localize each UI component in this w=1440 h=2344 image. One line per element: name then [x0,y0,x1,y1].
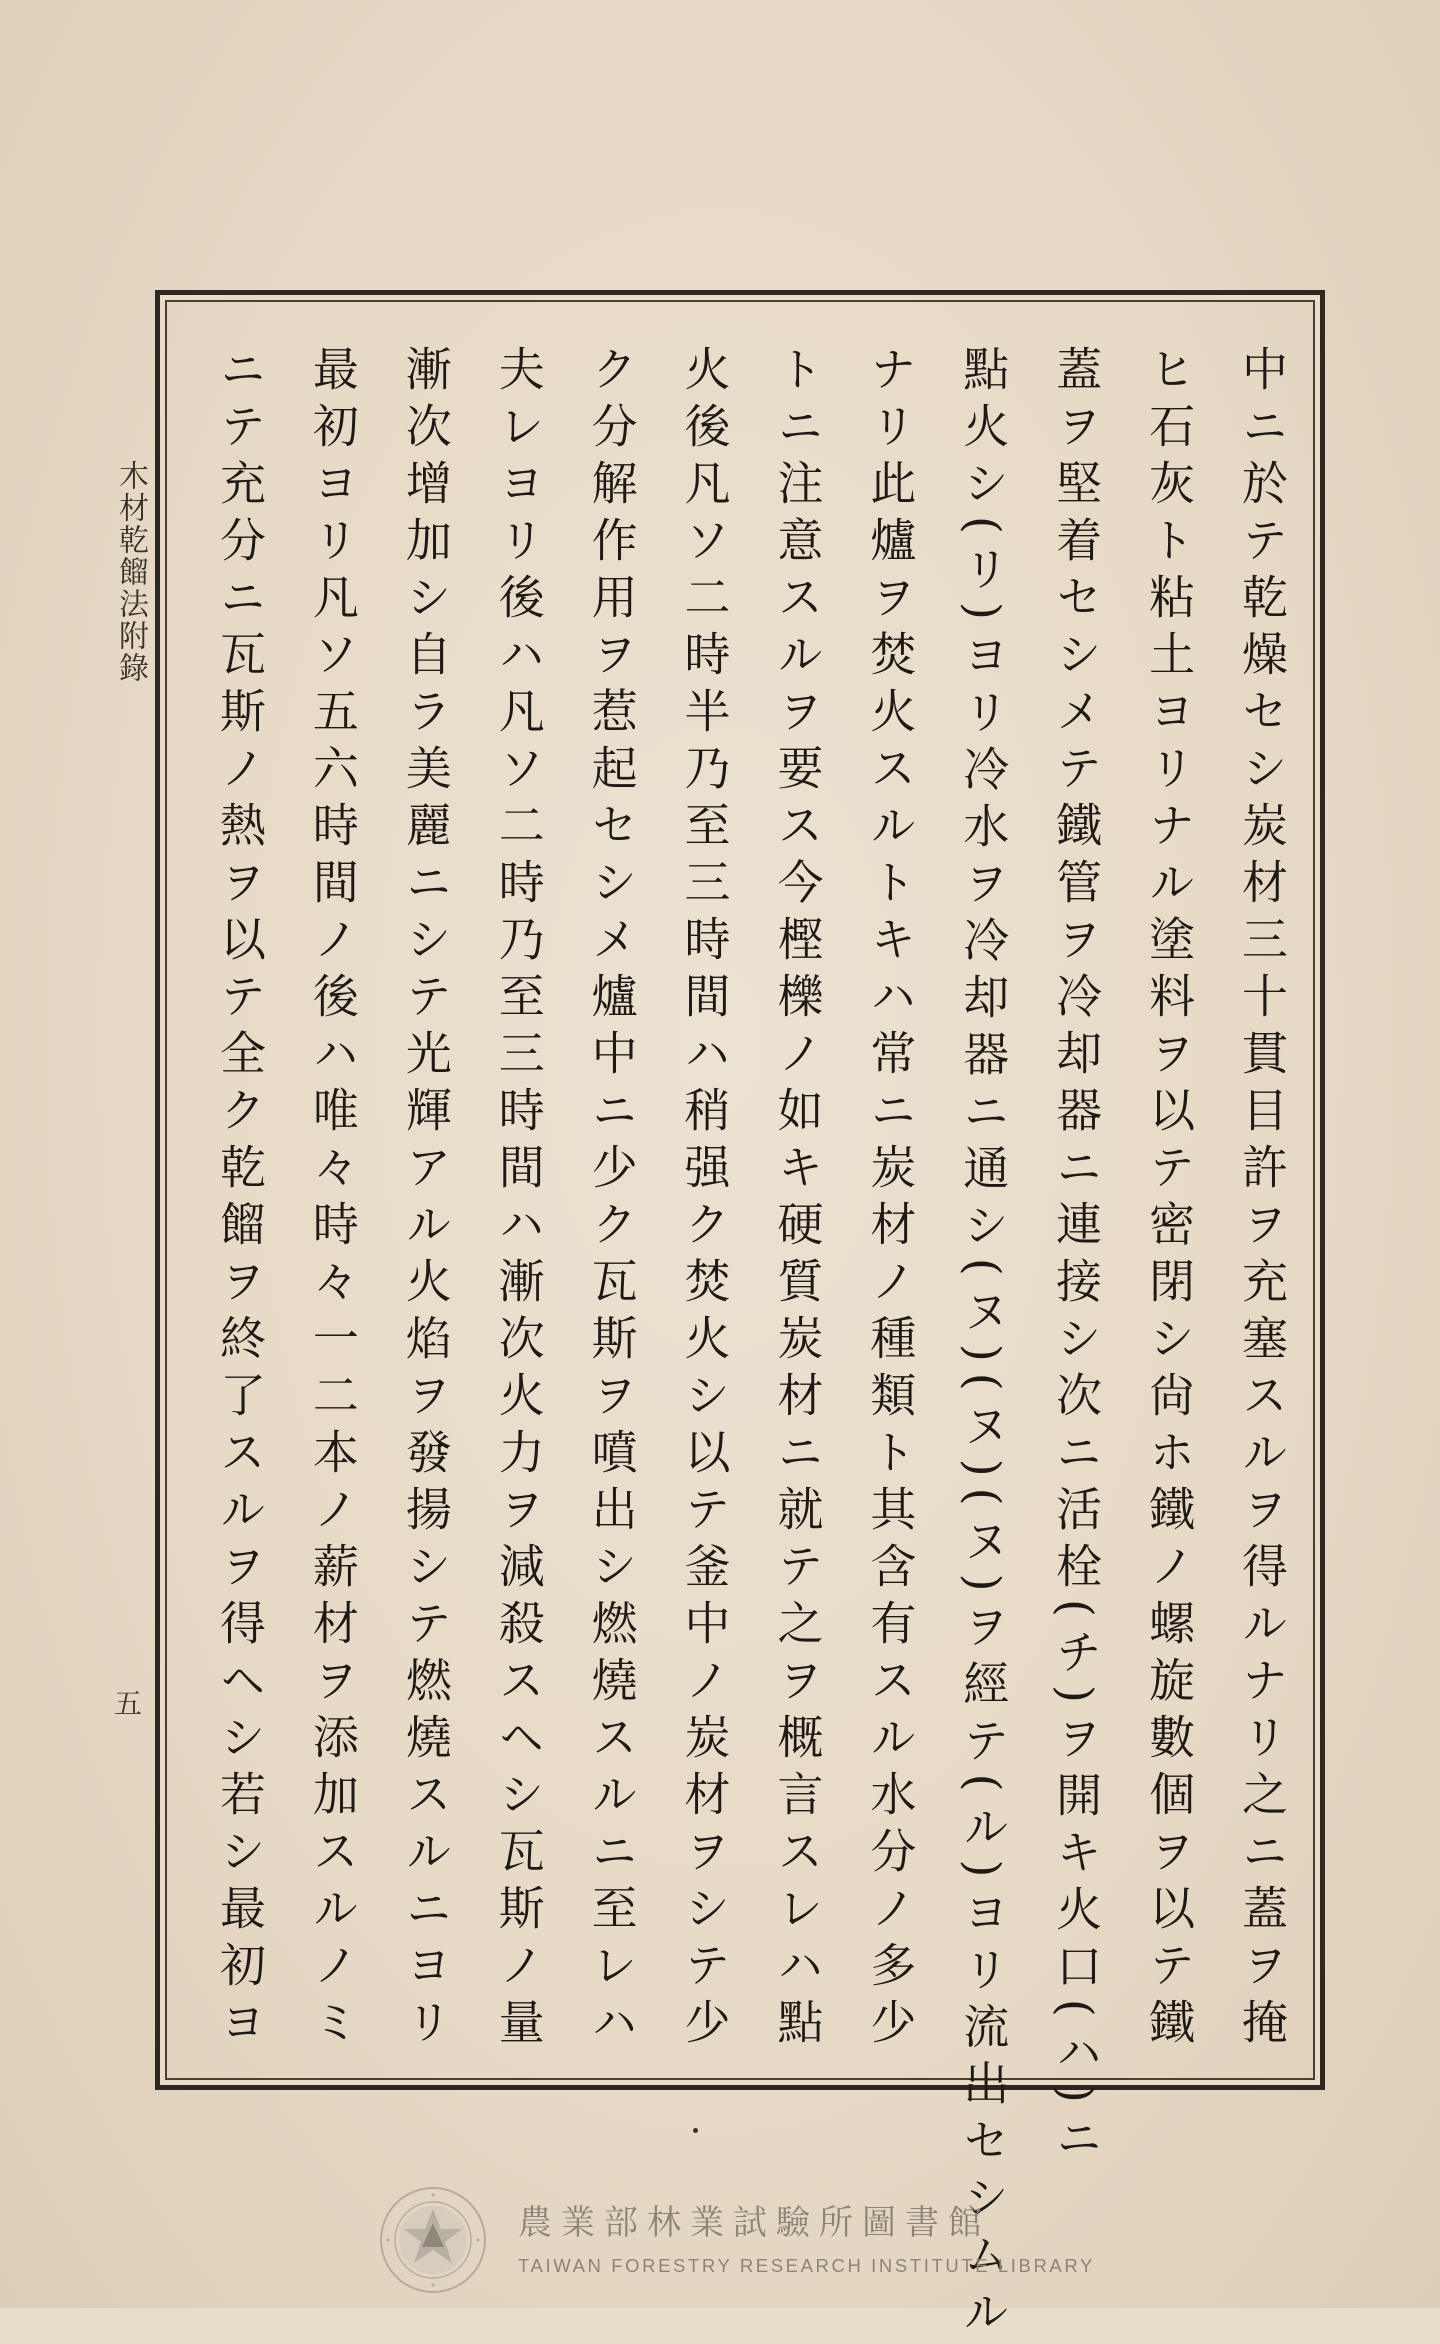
text-column: 夫レヨリ後ハ凡ソ二時乃至三時間ハ漸次火力ヲ減殺スヘシ瓦斯ノ量 [491,345,546,2055]
text-column: 最初ヨリ凡ソ五六時間ノ後ハ唯々時々一二本ノ薪材ヲ添加スルノミ [305,345,360,2055]
library-name: 農業部林業試驗所圖書館 [518,2203,991,2243]
text-column: ニテ充分ニ瓦斯ノ熱ヲ以テ全ク乾餾ヲ終了スルヲ得ヘシ若シ最初ヨ [213,345,267,2055]
text-column: トニ注意スルヲ要ス今樫櫟ノ如キ硬質炭材ニ就テ之ヲ概言スレハ點 [770,345,825,2055]
text-column: 中ニ於テ乾燥セシ炭材三十貫目許ヲ充塞スルヲ得ルナリ之ニ蓋ヲ掩 [1234,345,1289,2055]
library-watermark [378,2185,1095,2295]
library-seal-icon [378,2185,488,2295]
library-name-english: TAIWAN FORESTRY RESEARCH INSTITUTE LIBRARY [518,2255,1095,2276]
text-column: 蓋ヲ堅着セシメテ鐵管ヲ冷却器ニ連接シ次ニ活栓(チ)ヲ開キ火口(ハ)ニ [1049,345,1104,2171]
text-column: ヒ石灰ト粘土ヨリナル塗料ヲ以テ密閉シ尙ホ鐵ノ螺旋數個ヲ以テ鐵 [1142,345,1197,2055]
center-dot [693,2128,698,2133]
text-column: 漸次增加シ自ラ美麗ニシテ光輝アル火焰ヲ發揚シテ燃燒スルニヨリ [398,345,453,2055]
text-column: 點火シ(リ)ヨリ冷水ヲ冷却器ニ通シ(ヌ)(ヌ)(ヌ)ヲ經テ(ル)ヨリ流出セシムル [956,345,1011,2344]
page-number: 五 [114,1687,143,1720]
text-column: ナリ此爐ヲ焚火スルトキハ常ニ炭材ノ種類ト其含有スル水分ノ多少 [863,345,918,2055]
text-column: 火後凡ソ二時半乃至三時間ハ稍强ク焚火シ以テ釜中ノ炭材ヲシテ少 [677,345,732,2055]
text-column: ク分解作用ヲ惹起セシメ爐中ニ少ク瓦斯ヲ噴出シ燃燒スルニ至レハ [584,345,639,2055]
running-title: 木材乾餾法附錄 [113,460,148,684]
